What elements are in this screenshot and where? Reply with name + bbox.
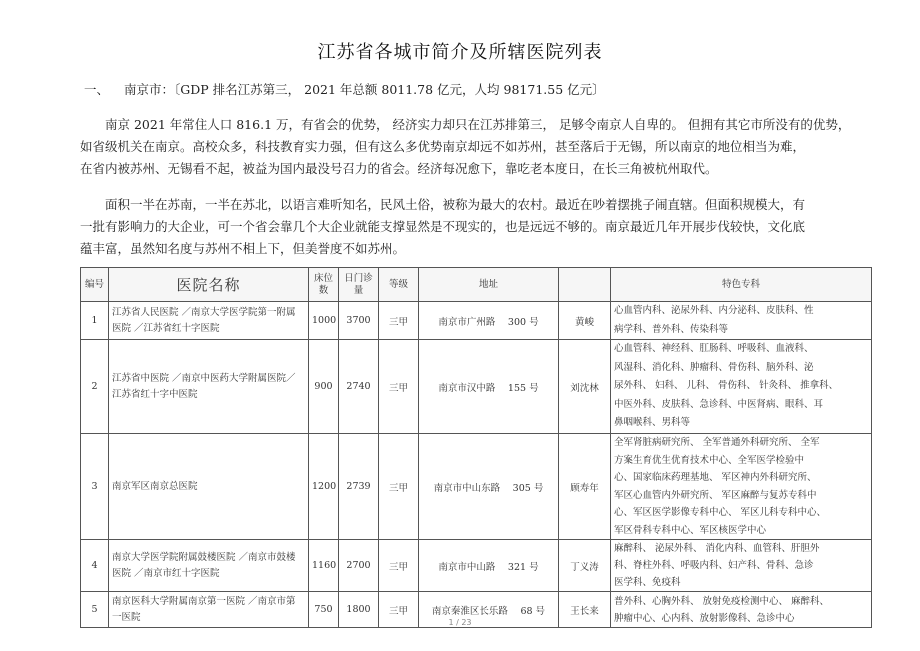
row-num: 2 (81, 340, 109, 434)
hospital-name: 江苏省人民医院 ／南京大学医学院第一附属医院 ／江苏省红十字医院 (109, 302, 309, 340)
specialty-line: 心血管内科、泌尿外科、内分泌科、皮肤科、性 (614, 305, 814, 316)
specialty-line: 肿瘤中心、心内科、放射影像科、急诊中心 (614, 612, 795, 624)
specialty-line: 心血管科、神经科、肛肠科、呼吸科、血液科、 (614, 343, 814, 355)
address: 南京市中山路 321 号 (419, 540, 559, 592)
table-header-row (81, 268, 872, 302)
section-heading (84, 80, 605, 98)
header-address: 地址 (419, 268, 559, 302)
section-number: 一、 (84, 82, 110, 97)
specialty-line: 尿外科、 妇科、 儿科、 骨伤科、 针灸科、 推拿科、 (614, 380, 839, 392)
hospital-name: 江苏省中医院 ／南京中医药大学附属医院／江苏省红十字中医院 (109, 340, 309, 434)
grade: 三甲 (379, 592, 419, 628)
specialty-line: 军区骨科专科中心、军区核医学中心 (614, 524, 767, 536)
row-num: 4 (81, 540, 109, 592)
paragraph-line: 面积一半在苏南，一半在苏北，以语言难听知名，民风土俗，被称为最大的农村。最近在吵着摆挑子闹直辖。但面积规模大，有 (105, 197, 806, 212)
address: 南京市汉中路 155 号 (419, 340, 559, 434)
grade: 三甲 (379, 340, 419, 434)
hospital-table (80, 267, 872, 628)
header-grade: 等级 (379, 268, 419, 302)
hospital-name: 南京医科大学附属南京第一医院 ／南京市第一医院 (109, 592, 309, 628)
row-num: 1 (81, 302, 109, 340)
daily-clinic: 2740 (339, 340, 379, 434)
director: 刘沈林 (559, 340, 611, 434)
director: 顾寿年 (559, 434, 611, 540)
beds: 900 (309, 340, 339, 434)
specialty-line: 心、国家临床药理基地、 军区神内外科研究所、 (614, 472, 817, 483)
specialties (611, 340, 872, 434)
director: 黄峻 (559, 302, 611, 340)
address: 南京市中山东路 305 号 (419, 434, 559, 540)
beds: 1200 (309, 434, 339, 540)
director: 王长来 (559, 592, 611, 628)
table-row (81, 434, 872, 540)
header-beds: 床位数 (309, 268, 339, 302)
specialty-line: 病学科、普外科、传染科等 (614, 323, 729, 335)
specialty-line: 鼻咽喉科、男科等 (614, 417, 691, 429)
page-number: 1 / 23 (448, 618, 472, 627)
specialties (611, 540, 872, 592)
document-title: 江苏省各城市简介及所辖医院列表 (317, 42, 603, 63)
specialty-line: 普外科、心胸外科、 放射免疫检测中心、 麻醉科、 (614, 595, 830, 607)
row-num: 3 (81, 434, 109, 540)
specialty-line: 全军肾脏病研究所、 全军普通外科研究所、 全军 (614, 437, 820, 448)
header-director (559, 268, 611, 302)
header-clinic: 日门诊量 (339, 268, 379, 302)
beds: 750 (309, 592, 339, 628)
table-row (81, 340, 872, 434)
daily-clinic: 2700 (339, 540, 379, 592)
grade: 三甲 (379, 540, 419, 592)
daily-clinic: 2739 (339, 434, 379, 540)
specialty-line: 科、脊柱外科、呼吸内科、妇产科、骨科、急诊 (614, 560, 814, 571)
hospital-name: 南京大学医学院附属鼓楼医院 ／南京市鼓楼医院 ／南京市红十字医院 (109, 540, 309, 592)
daily-clinic: 3700 (339, 302, 379, 340)
specialties (611, 302, 872, 340)
specialties (611, 434, 872, 540)
paragraph-line: 一批有影响力的大企业，可一个省会靠几个大企业就能支撑显然是不现实的，也是远远不够的。南京最近几年开展步伐较快，文化底 (80, 219, 806, 234)
address: 南京市广州路 300 号 (419, 302, 559, 340)
header-specialty: 特色专科 (611, 268, 872, 302)
grade: 三甲 (379, 302, 419, 340)
specialty-line: 心、军区医学影像专科中心、 军区儿科专科中心、 (614, 507, 827, 518)
specialty-line: 麻醉科、 泌尿外科、 消化内科、血管科、肝胆外 (614, 543, 820, 554)
daily-clinic: 1800 (339, 592, 379, 628)
director: 丁义涛 (559, 540, 611, 592)
paragraph-line: 南京 2021 年常住人口 816.1 万，有省会的优势， 经济实力却只在江苏排第三， 足够令南京人自卑的。 但拥有其它市所没有的优势， (105, 117, 851, 132)
paragraph-2 (80, 194, 840, 260)
specialty-line: 医学科、免疫科 (614, 577, 681, 588)
grade: 三甲 (379, 434, 419, 540)
header-name: 医院名称 (109, 268, 309, 302)
paragraph-line: 在省内被苏州、无锡看不起，被益为国内最没号召力的省会。经济每况愈下，靠吃老本度日，在长三角被杭州取代。 (80, 161, 718, 176)
paragraph-1 (80, 114, 851, 180)
specialty-line: 方案生育优生优育技术中心、全军医学检验中 (614, 454, 805, 466)
address: 南京秦淮区长乐路 68 号 (419, 592, 559, 628)
row-num: 5 (81, 592, 109, 628)
hospital-name: 南京军区南京总医院 (109, 434, 309, 540)
table-row (81, 540, 872, 592)
section-text: 南京市：〔GDP 排名江苏第三， 2021 年总额 8011.78 亿元，人均 98171.55 亿元〕 (124, 82, 605, 97)
beds: 1160 (309, 540, 339, 592)
specialty-line: 风湿科、消化科、肿瘤科、骨伤科、脑外科、泌 (614, 361, 814, 373)
paragraph-line: 蕴丰富，虽然知名度与苏州不相上下，但美誉度不如苏州。 (80, 241, 406, 256)
specialty-line: 军区心血管内外研究所、 军区麻醉与复苏专科中 (614, 489, 817, 501)
beds: 1000 (309, 302, 339, 340)
header-num: 编号 (81, 268, 109, 302)
table-row (81, 302, 872, 340)
specialty-line: 中医外科、皮肤科、急诊科、中医肾病、眼科、耳 (614, 398, 824, 410)
paragraph-line: 如省级机关在南京。高校众多，科技教育实力强，但有这么多优势南京却远不如苏州，甚至落后于无锡，所以南京的地位相当为难， (80, 139, 806, 154)
